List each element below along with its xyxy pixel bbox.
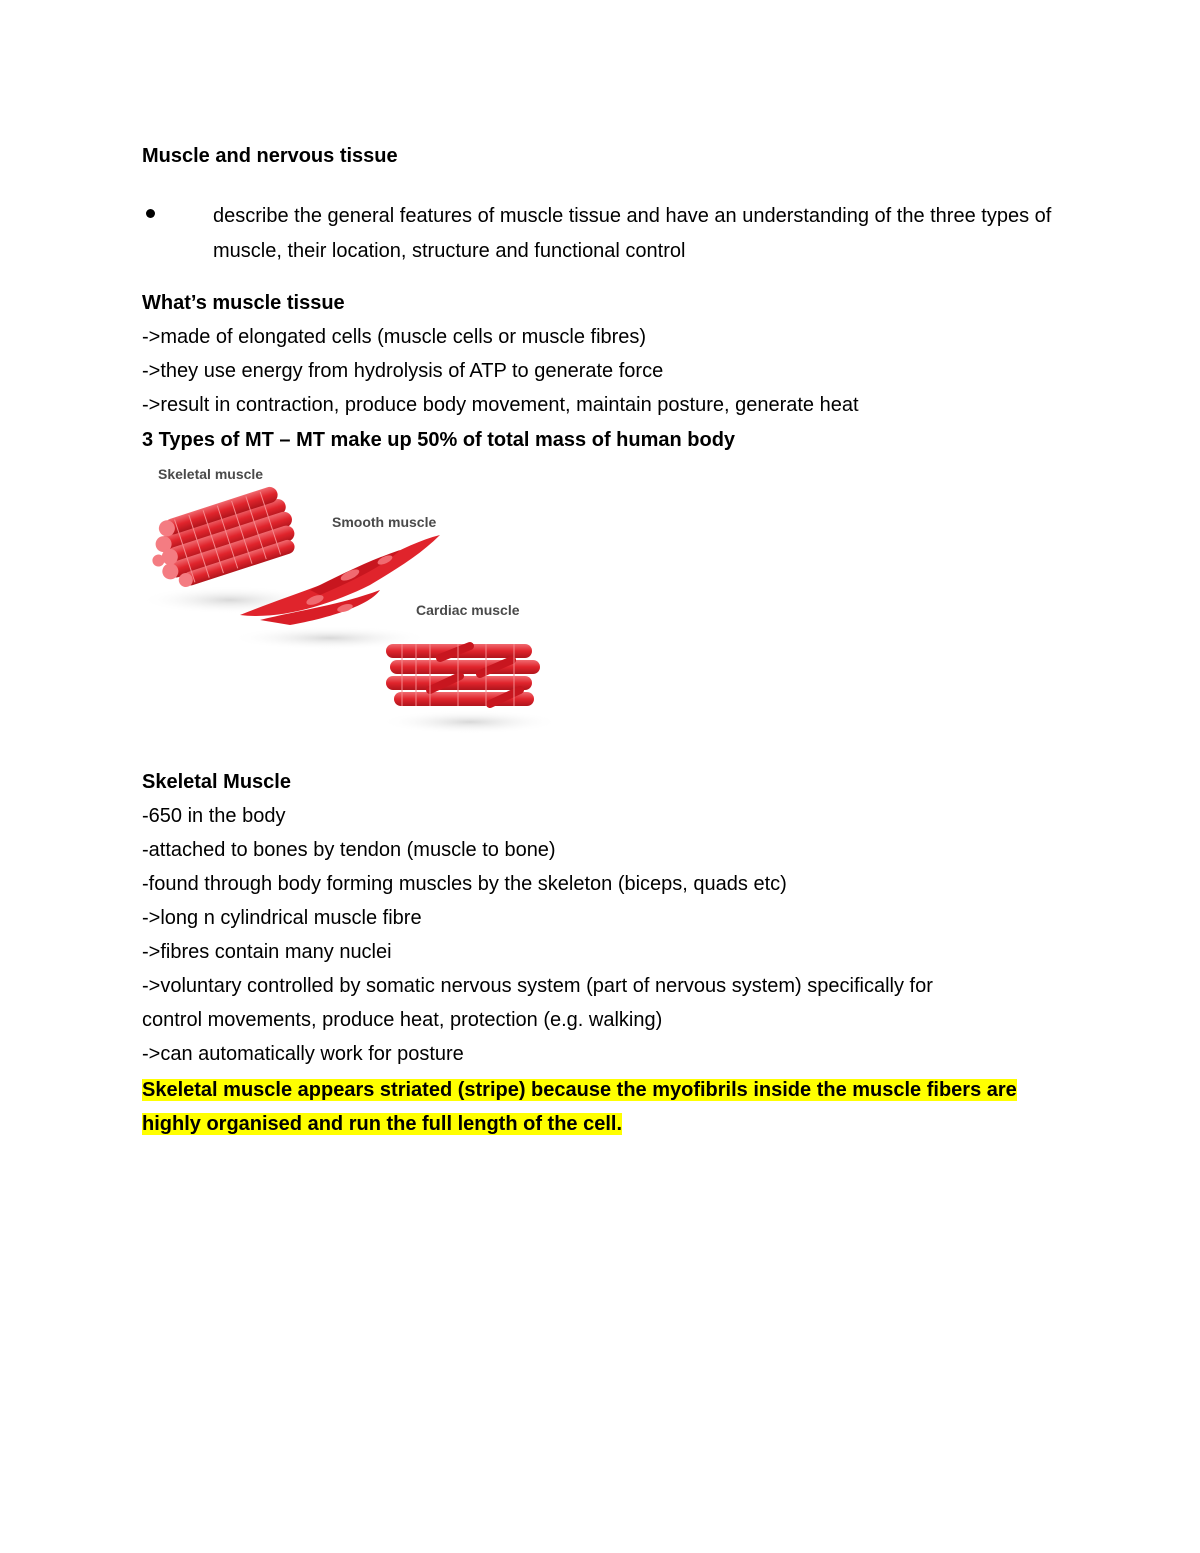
text-line: ->can automatically work for posture bbox=[142, 1043, 464, 1065]
bullet-icon bbox=[146, 209, 155, 218]
skeletal-muscle-illustration bbox=[142, 483, 302, 595]
text-line: ->they use energy from hydrolysis of ATP to generate force bbox=[142, 360, 664, 382]
text-line: ->fibres contain many nuclei bbox=[142, 941, 392, 963]
cardiac-muscle-illustration bbox=[386, 644, 540, 706]
text-line: -650 in the body bbox=[142, 805, 286, 827]
section-heading-skeletal-muscle: Skeletal Muscle bbox=[142, 771, 291, 793]
types-heading: 3 Types of MT – MT make up 50% of total mass of human body bbox=[142, 429, 736, 451]
text-line: ->result in contraction, produce body movement, maintain posture, generate heat bbox=[142, 394, 859, 416]
text-line: control movements, produce heat, protection (e.g. walking) bbox=[142, 1009, 663, 1031]
highlighted-text: Skeletal muscle appears striated (stripe) because the myofibrils inside the muscle fibers are bbox=[142, 1079, 1017, 1101]
cardiac-muscle-label: Cardiac muscle bbox=[416, 602, 520, 618]
highlighted-note-line-2 bbox=[142, 1109, 622, 1139]
objective-text: describe the general features of muscle tissue and have an understanding of the three types of muscle, their location, structure and functional control bbox=[213, 205, 1052, 262]
text-line: ->voluntary controlled by somatic nervous system (part of nervous system) specifically for bbox=[142, 975, 933, 997]
document-title: Muscle and nervous tissue bbox=[142, 145, 398, 167]
skeletal-muscle-label: Skeletal muscle bbox=[158, 466, 264, 482]
text-line: -found through body forming muscles by the skeleton (biceps, quads etc) bbox=[142, 873, 787, 895]
text-line: ->long n cylindrical muscle fibre bbox=[142, 907, 422, 929]
highlighted-note-line-1 bbox=[142, 1075, 1017, 1105]
text-line: -attached to bones by tendon (muscle to bone) bbox=[142, 839, 556, 861]
section-heading-muscle-tissue: What’s muscle tissue bbox=[142, 292, 345, 314]
smooth-muscle-label: Smooth muscle bbox=[332, 514, 437, 530]
text-line: ->made of elongated cells (muscle cells or muscle fibres) bbox=[142, 326, 647, 348]
highlighted-text: highly organised and run the full length of the cell. bbox=[142, 1113, 623, 1135]
muscle-types-figure bbox=[140, 460, 560, 735]
